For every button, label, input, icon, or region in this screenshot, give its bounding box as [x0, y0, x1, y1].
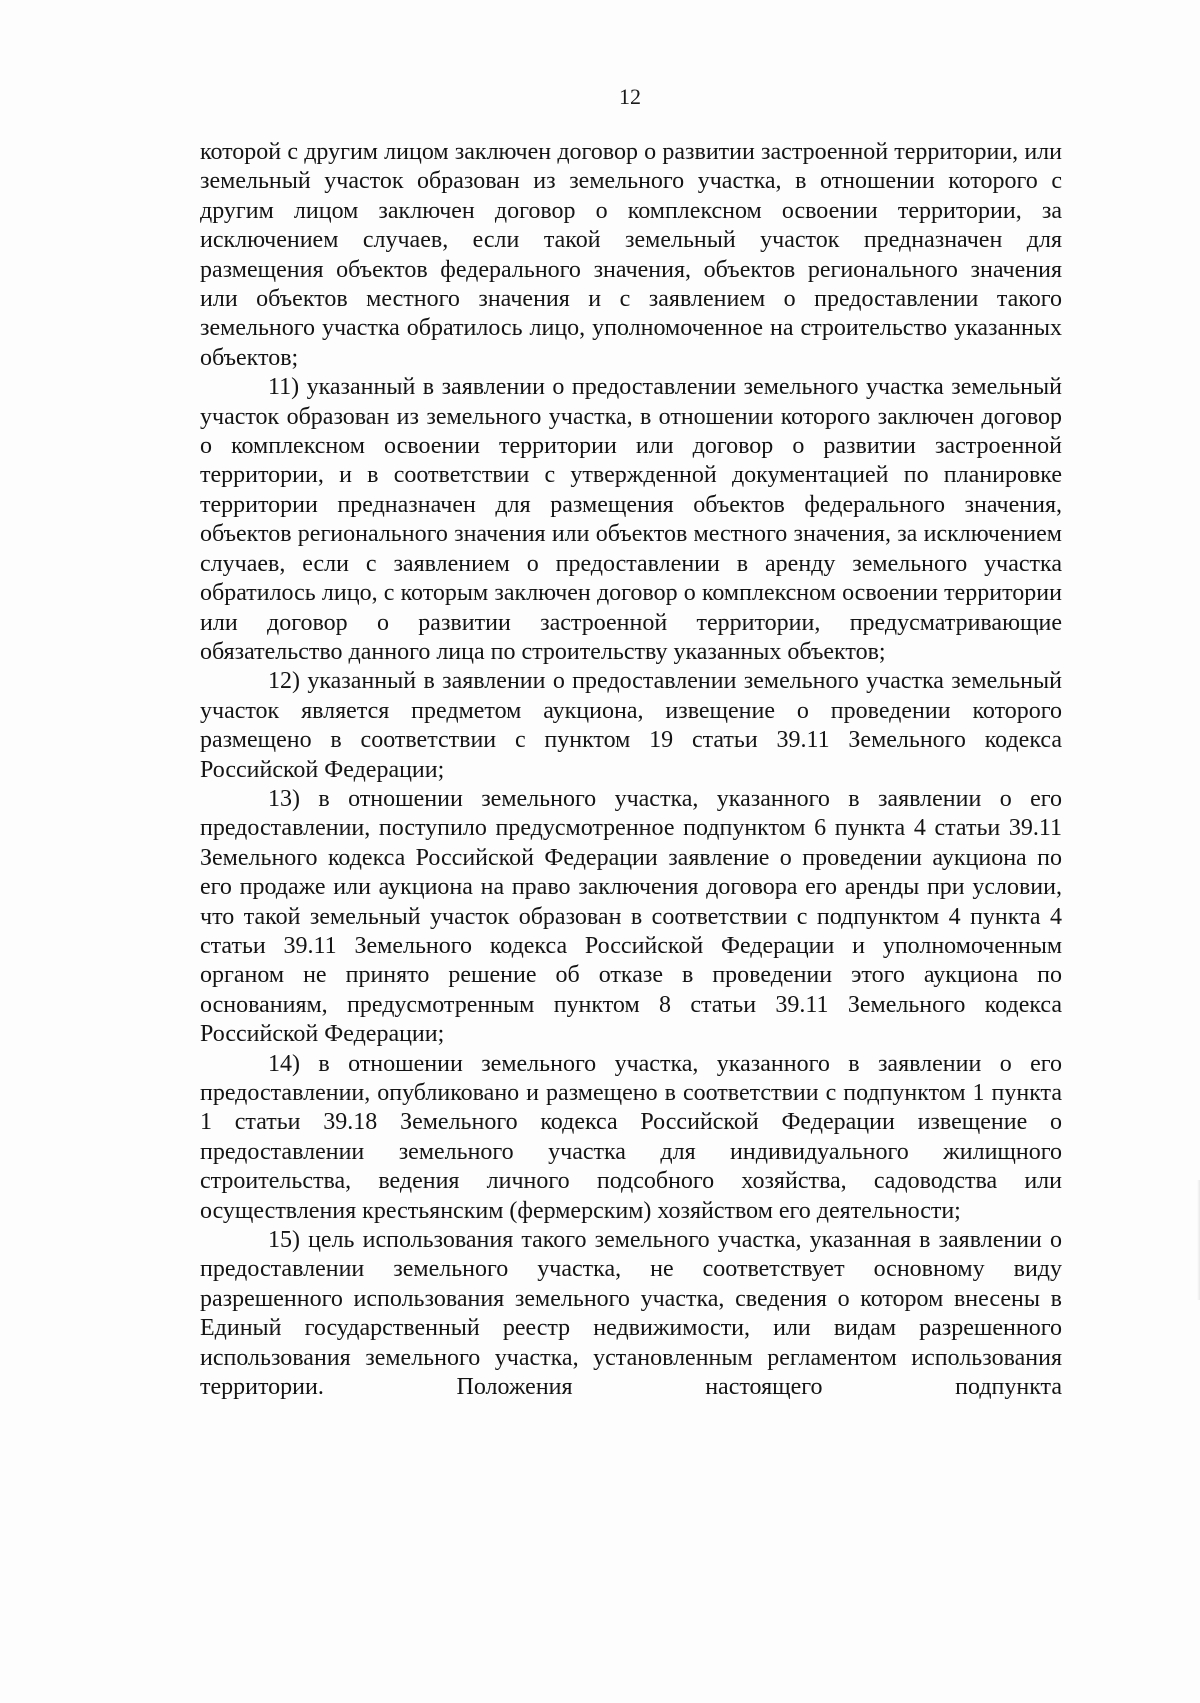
page-number: 12 [619, 84, 641, 109]
document-body [200, 138, 1062, 1402]
paragraph-item-12: 12) указанный в заявлении о предоставлении земельного участка земельный участок является предметом аукциона, извещение о проведении которого размещено в соответствии с пунктом 19 статьи 39.11 Земельного кодекса Российской Федерации; [200, 668, 1062, 783]
paragraph-item-11: 11) указанный в заявлении о предоставлении земельного участка земельный участок образован из земельного участка, в отношении которого заключен договор о комплексном освоении территории или договор о развитии застроенной территории, и в соответствии с утвержденной документацией по планировке территории предназначен для размещения объектов федерального значения, объектов регионального значения или объектов местного значения, за исключением случаев, если с заявлением о предоставлении в аренду земельного участка обратилось лицо, с которым заключен договор о комплексном освоении территории или договор о развитии застроенной территории, предусматривающие обязательство данного лица по строительству указанных объектов; [200, 374, 1062, 665]
paragraph-item-14: 14) в отношении земельного участка, указанного в заявлении о его предоставлении, опубликовано и размещено в соответствии с подпунктом 1 пункта 1 статьи 39.18 Земельного кодекса Российской Федерации извещение о предоставлении земельного участка для индивидуального жилищного строительства, ведения личного подсобного хозяйства, садоводства или осуществления крестьянским (фермерским) хозяйством его деятельности; [200, 1050, 1062, 1224]
paragraph-item-13: 13) в отношении земельного участка, указанного в заявлении о его предоставлении, поступило предусмотренное подпунктом 6 пункта 4 статьи 39.11 Земельного кодекса Российской Федерации заявление о проведении аукциона по его продаже или аукциона на право заключения договора его аренды при условии, что такой земельный участок образован в соответствии с подпунктом 4 пункта 4 статьи 39.11 Земельного кодекса Российской Федерации и уполномоченным органом не принято решение об отказе в проведении этого аукциона по основаниям, предусмотренным пунктом 8 статьи 39.11 Земельного кодекса Российской Федерации; [200, 785, 1062, 1048]
paragraph-item-15: 15) цель использования такого земельного участка, указанная в заявлении о предоставлении земельного участка, не соответствует основному виду разрешенного использования земельного участка, сведения о котором внесены в Единый государственный реестр недвижимости, или видам разрешенного использования земельного участка, установленным регламентом использования территории. Положения настоящего подпункта [200, 1227, 1062, 1401]
paragraph-continuation: которой с другим лицом заключен договор о развитии застроенной территории, или земельный участок образован из земельного участка, в отношении которого с другим лицом заключен договор о комплексном освоении территории, за исключением случаев, если такой земельный участок предназначен для размещения объектов федерального значения, объектов регионального значения или объектов местного значения и с заявлением о предоставлении такого земельного участка обратилось лицо, уполномоченное на строительство указанных объектов; [200, 139, 1062, 371]
